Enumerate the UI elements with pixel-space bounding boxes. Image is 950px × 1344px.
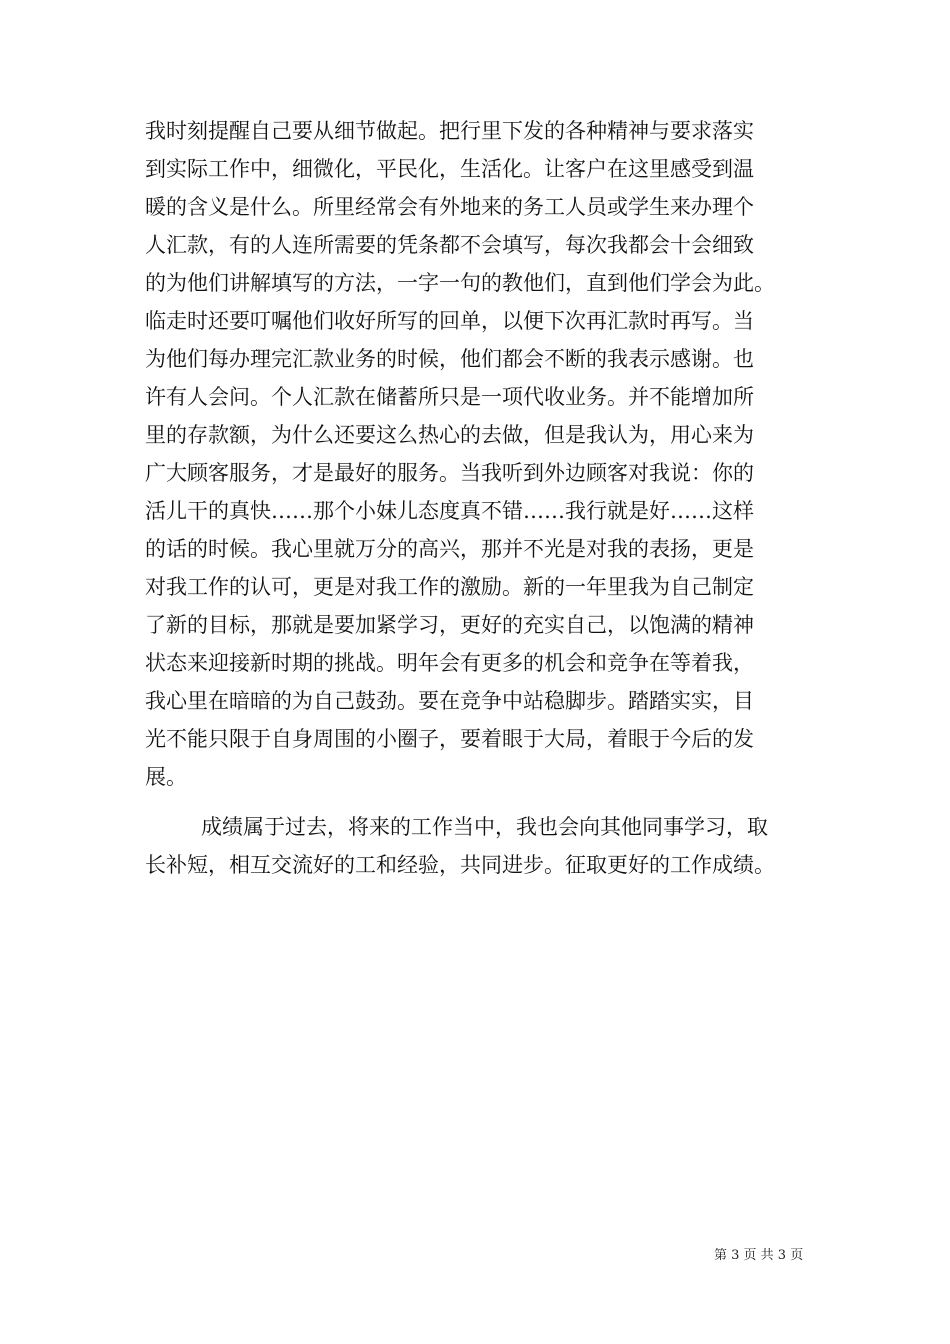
text-line: 临走时还要叮嘱他们收好所写的回单，以便下次再汇款时再写。当 xyxy=(145,309,754,333)
text-line: 为他们每办理完汇款业务的时候，他们都会不断的我表示感谢。也 xyxy=(145,347,754,371)
text-line: 展。 xyxy=(145,765,187,789)
text-line: 的为他们讲解填写的方法，一字一句的教他们，直到他们学会为此。 xyxy=(145,271,775,295)
text-line: 人汇款，有的人连所需要的凭条都不会填写，每次我都会十会细致 xyxy=(145,233,754,257)
text-line: 的话的时候。我心里就万分的高兴，那并不光是对我的表扬，更是 xyxy=(145,537,754,561)
text-line: 活儿干的真快……那个小妹儿态度真不错……我行就是好……这样 xyxy=(145,499,754,523)
text-line: 广大顾客服务，才是最好的服务。当我听到外边顾客对我说：你的 xyxy=(145,461,754,485)
text-line: 里的存款额，为什么还要这么热心的去做，但是我认为，用心来为 xyxy=(145,423,754,447)
page-number-footer: 第 3 页 共 3 页 xyxy=(714,1248,804,1263)
text-line: 许有人会问。个人汇款在储蓄所只是一项代收业务。并不能增加所 xyxy=(145,385,754,409)
text-line: 成绩属于过去，将来的工作当中，我也会向其他同事学习，取 xyxy=(201,815,768,839)
text-line: 我心里在暗暗的为自己鼓劲。要在竞争中站稳脚步。踏踏实实，目 xyxy=(145,689,754,713)
document-body xyxy=(145,112,821,884)
text-line: 了新的目标，那就是要加紧学习，更好的充实自己，以饱满的精神 xyxy=(145,613,754,637)
text-line: 长补短，相互交流好的工和经验，共同进步。征取更好的工作成绩。 xyxy=(145,853,775,877)
paragraph-1 xyxy=(145,112,821,796)
paragraph-2 xyxy=(145,808,821,884)
text-line: 光不能只限于自身周围的小圈子，要着眼于大局，着眼于今后的发 xyxy=(145,727,754,751)
text-line: 到实际工作中，细微化，平民化，生活化。让客户在这里感受到温 xyxy=(145,157,754,181)
text-line: 状态来迎接新时期的挑战。明年会有更多的机会和竞争在等着我， xyxy=(145,651,754,675)
text-line: 暖的含义是什么。所里经常会有外地来的务工人员或学生来办理个 xyxy=(145,195,754,219)
text-line: 我时刻提醒自己要从细节做起。把行里下发的各种精神与要求落实 xyxy=(145,119,754,143)
paragraph-spacer xyxy=(145,796,821,808)
text-line: 对我工作的认可，更是对我工作的激励。新的一年里我为自己制定 xyxy=(145,575,754,599)
